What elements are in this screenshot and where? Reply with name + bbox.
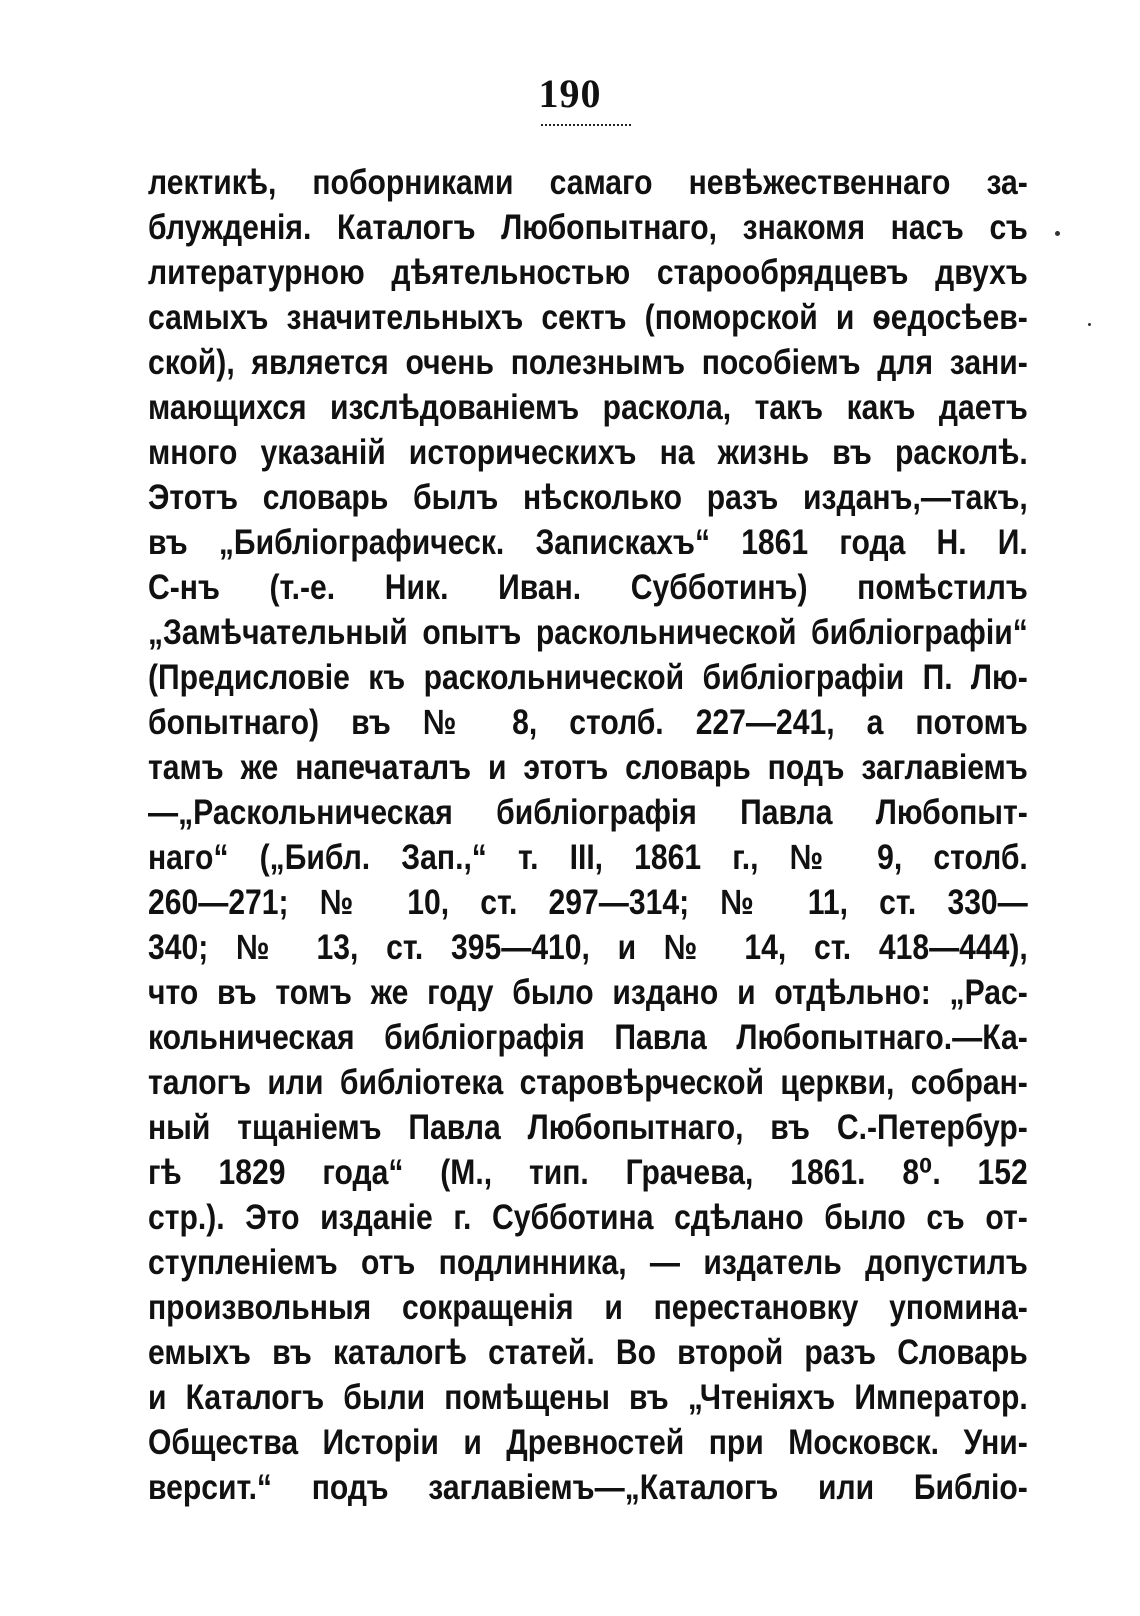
- text-line: бопытнаго) въ № 8, столб. 227—241, а потомъ: [148, 703, 1028, 742]
- text-line: блужденія. Каталогъ Любопытнаго, знакомя насъ съ: [148, 208, 1028, 247]
- text-line: наго“ („Библ. Зап.,“ т. III, 1861 г., № 9, столб.: [148, 838, 1028, 877]
- page-number: 190: [538, 71, 602, 116]
- text-line: тамъ же напечаталъ и этотъ словарь подъ заглавіемъ: [148, 748, 1028, 787]
- text-line: стр.). Это изданіе г. Субботина сдѣлано было съ от-: [148, 1198, 1028, 1237]
- text-line: „Замѣчательный опытъ раскольнической библіографіи“: [148, 613, 1028, 652]
- text-line: 260—271; № 10, ст. 297—314; № 11, ст. 330—: [148, 883, 1028, 922]
- text-line: ской), является очень полезнымъ пособіемъ для зани-: [148, 343, 1028, 382]
- text-line: гѣ 1829 года“ (М., тип. Грачева, 1861. 8⁰. 152: [148, 1153, 1028, 1192]
- text-line: ный тщаніемъ Павла Любопытнаго, въ С.-Петербур-: [148, 1108, 1028, 1147]
- text-line: 340; № 13, ст. 395—410, и № 14, ст. 418—444),: [148, 928, 1028, 967]
- text-line: С-нъ (т.-е. Ник. Иван. Субботинъ) помѣстилъ: [148, 568, 1028, 607]
- text-line: талогъ или библіотека старовѣрческой церкви, собран-: [148, 1063, 1028, 1102]
- text-line: ступленіемъ отъ подлинника, — издатель допустилъ: [148, 1243, 1028, 1282]
- text-line: мающихся изслѣдованіемъ раскола, такъ какъ даетъ: [148, 388, 1028, 427]
- print-speck: [1088, 323, 1091, 326]
- text-line: емыхъ въ каталогѣ статей. Во второй разъ Словарь: [148, 1333, 1028, 1372]
- page-number-rule: [541, 124, 631, 126]
- text-line: и Каталогъ были помѣщены въ „Чтеніяхъ Император.: [148, 1378, 1028, 1417]
- text-line: лектикѣ, поборниками самаго невѣжественнаго за-: [148, 163, 1028, 202]
- text-line: литературною дѣятельностью старообрядцевъ двухъ: [148, 253, 1028, 292]
- text-line: что въ томъ же году было издано и отдѣльно: „Рас-: [148, 973, 1028, 1012]
- text-line: произвольныя сокращенія и перестановку упомина-: [148, 1288, 1028, 1327]
- text-line: (Предисловіе къ раскольнической библіографіи П. Лю-: [148, 658, 1028, 697]
- print-speck: [1055, 231, 1060, 236]
- text-line: —„Раскольническая библіографія Павла Любопыт-: [148, 793, 1028, 832]
- text-line: въ „Библіографическ. Запискахъ“ 1861 года Н. И.: [148, 523, 1028, 562]
- text-line: версит.“ подъ заглавіемъ—„Каталогъ или Библіо-: [148, 1468, 1028, 1507]
- text-line: Общества Исторіи и Древностей при Московск. Уни-: [148, 1423, 1028, 1462]
- body-text: [148, 160, 1028, 1510]
- text-line: самыхъ значительныхъ сектъ (поморской и ѳедосѣев-: [148, 298, 1028, 337]
- text-line: кольническая библіографія Павла Любопытнаго.—Ка-: [148, 1018, 1028, 1057]
- text-line: много указаній историческихъ на жизнь въ расколѣ.: [148, 433, 1028, 472]
- text-line: Этотъ словарь былъ нѣсколько разъ изданъ,—такъ,: [148, 478, 1028, 517]
